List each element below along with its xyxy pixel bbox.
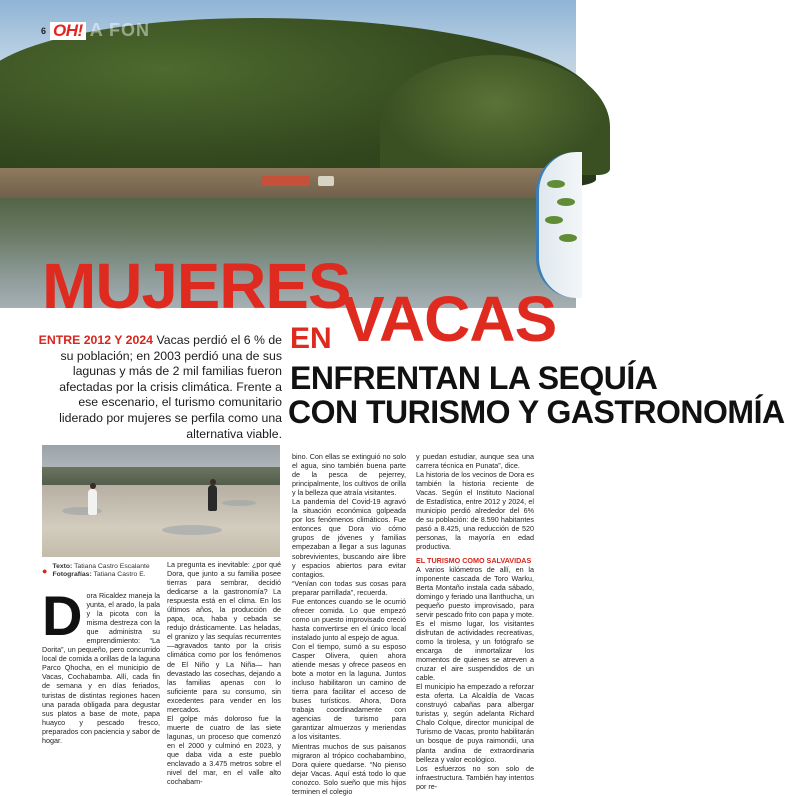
column-4 xyxy=(416,452,534,791)
lead-kicker: ENTRE 2012 Y 2024 xyxy=(38,333,154,347)
masthead xyxy=(41,20,150,41)
paragraph: y puedan estudiar, aunque sea una carrera técnica en Punata”, dice. xyxy=(416,452,534,471)
headline-en: EN xyxy=(290,322,332,355)
paragraph: Mientras muchos de sus paisanos migraron al trópico cochabambino, Dora quiere quedarse. “No pienso dejar Vacas. Aquí está todo lo que conozco. Solo sueño que mis hijos terminen el colegio xyxy=(292,741,406,796)
lakeside-building xyxy=(318,176,334,186)
page-number: 6 xyxy=(41,25,47,36)
column-2 xyxy=(167,560,281,786)
headline-line-4: CON TURISMO Y GASTRONOMÍA xyxy=(288,394,785,430)
plant-inset-photo xyxy=(536,152,582,298)
location-pin-icon: ● xyxy=(42,566,48,576)
paragraph: El golpe más doloroso fue la muerte de cuatro de las siete lagunas, un proceso que comenzó en el 2000 y culminó en 2023, y que daba vida a este pueblo enclavado a 3.475 metros sobre el nivel del mar, en el valle alto cochabam- xyxy=(167,713,281,787)
paragraph: bino. Con ellas se extinguió no solo el agua, sino también buena parte de la pesca de pejerrey, principalmente, los cultivos de orilla y la belleza que atraía visitantes. xyxy=(292,452,406,498)
section-subhead: EL TURISMO COMO SALVAVIDAS xyxy=(416,555,532,565)
paragraph: El municipio ha empezado a reforzar esta oferta. La Alcaldía de Vacas construyó cabañas para albergar turistas y, según adelanta Richard Chalo Colque, director municipal de Turismo de Vacas, pronto habilitarán un bosque de puya raimondii, una planta andina de extraordinaria belleza y valor ecológico. xyxy=(416,682,534,764)
headline-vacas: VACAS xyxy=(342,283,557,355)
photo-credit-label: Fotografías: xyxy=(52,571,92,578)
paragraph: Fue entonces cuando se le ocurrió ofrecer comida. Lo que empezó como un puesto improvisado creció hasta convertirse en el único local instalado junto al espejo de agua. xyxy=(292,596,406,642)
paragraph: “Venían con todas sus cosas para preparar parrillada”, recuerda. xyxy=(292,578,406,597)
lakeside-building xyxy=(262,176,310,186)
paragraph: Los esfuerzos no son solo de infraestructura. También hay intentos por re- xyxy=(416,763,534,791)
column-1 xyxy=(42,584,160,745)
person-figure xyxy=(88,489,97,515)
paragraph: A varios kilómetros de allí, en la imponente cascada de Toro Warku, Berta Montaño instala cada sábado, domingo y feriado una llanthucha, un pequeño puesto improvisado, para servir pescado frito con papa y mote. Es el mismo lugar, los visitantes disfrutan de actividades recreativas, como la tirolesa, y un fotógrafo se encarga de inmortalizar los momentos de quienes se atreven a cruzar el aire suspendidos de un cable. xyxy=(416,564,534,683)
text-credit-author: Tatiana Castro Escalante xyxy=(74,563,150,570)
headline-mujeres: MUJERES xyxy=(42,250,351,322)
person-figure xyxy=(208,485,217,511)
paragraph: La pandemia del Covid-19 agravó la situación económica golpeada por los fenómenos climáticos. Fue entonces que Dora vio cómo grupos de jóvenes y familias empezaban a llegar a sus lagunas sobrevivientes, buscando aire libre y espacios abiertos para evitar contagios. xyxy=(292,497,406,579)
paragraph: Con el tiempo, sumó a su esposo Casper Olivera, quien ahora atiende mesas y ofrece paseos en bote a motor en la laguna. Juntos incluso habilitaron un camino de tierra para facilitar el acceso de buses turísticos. Ahora, Dora trabaja coordinadamente con agencias de turismo para garantizar almuerzos y meriendas a los visitantes. xyxy=(292,641,406,742)
brand-logo: OH! xyxy=(50,22,86,40)
lead-paragraph xyxy=(38,333,282,442)
paragraph: La historia de los vecinos de Dora es también la historia reciente de Vacas. Según el Instituto Nacional de Estadística, entre 2012 y 2024, el municipio perdió alrededor del 6% de su población: de 8.590 habitantes pasó a 8.425, una reducción de 520 personas, la mayoría en edad productiva. xyxy=(416,470,534,552)
paragraph: La pregunta es inevitable: ¿por qué Dora, que junto a su familia posee tierras para sembrar, decidió dedicarse a la gastronomía? La respuesta está en el clima. En los últimos años, la producción de papa, oca, haba y cebada se redujo drásticamente. Las heladas, el granizo y las sequías recurrentes —agravados tanto por la crisis climática como por los fenómenos de El Niño y La Niña— han devastado las cosechas, dejando a las familias apenas con lo suficiente para su consumo, sin excedentes para vender en los mercados. xyxy=(167,560,281,714)
article-photo xyxy=(42,445,280,557)
headline-line-3: ENFRENTAN LA SEQUÍA xyxy=(290,360,658,396)
column-3 xyxy=(292,452,406,796)
text-credit-label: Texto: xyxy=(52,563,73,570)
drop-cap: D xyxy=(42,584,83,647)
photo-credits xyxy=(42,563,150,579)
section-title: A FON xyxy=(89,20,151,40)
lead-text: Vacas perdió el 6 % de su población; en 2003 perdió una de sus lagunas y más de 2 mil familias fueron afectadas por la crisis climática. Frente a ese escenario, el turismo comunitario liderado por mujeres se perfila como una alternativa viable. xyxy=(59,333,282,441)
paragraph: ora Ricaldez maneja la yunta, el arado, la pala y la picota con la misma destreza con la que administra su emprendimiento: “La Dorita”, un pequeño, pero concurrido local de comida a orillas de la laguna Parco Qhocha, en el municipio de Vacas, Cochabamba. Allí, cada fin de semana y en días feriados, turistas de distintas regiones hacen una parada obligada para degustar sus platos a base de mote, papa huayco y pescado fresco, preparados con paciencia y sabor de hogar. xyxy=(42,591,160,745)
photo-credit-author: Tatiana Castro E. xyxy=(93,571,146,578)
